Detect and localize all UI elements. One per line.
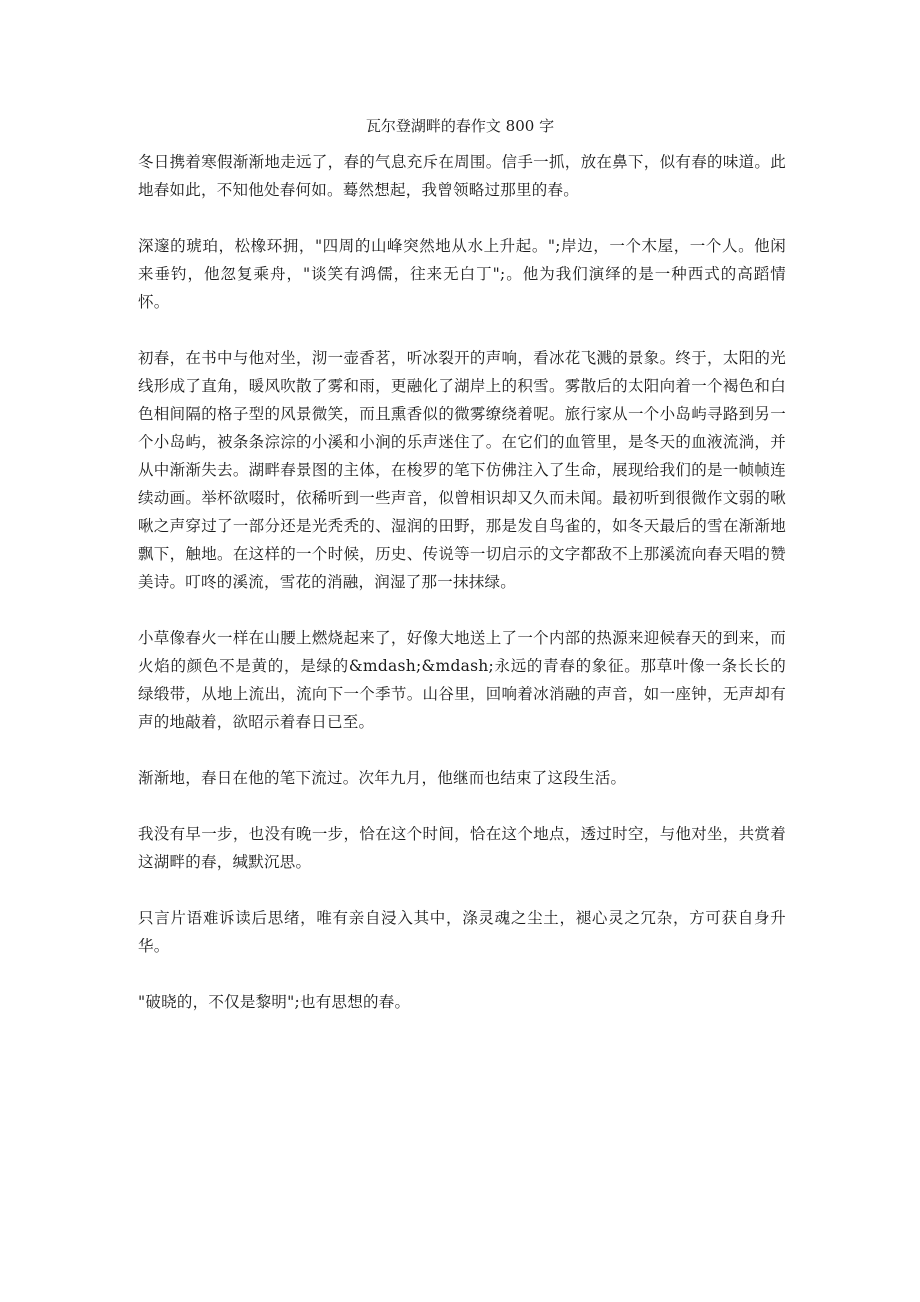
- paragraph-5: 渐渐地，春日在他的笔下流过。次年九月，他继而也结束了这段生活。: [138, 769, 627, 787]
- paragraph-1: 冬日携着寒假渐渐地走远了，春的气息充斥在周围。信手一抓，放在鼻下，似有春的味道。此地春如此，不知他处春何如。蓦然想起，我曾领略过那里的春。: [138, 153, 786, 199]
- document-body: [138, 148, 786, 1044]
- paragraph-3: 初春，在书中与他对坐，沏一壶香茗，听冰裂开的声响，看冰花飞溅的景象。终于，太阳的光线形成了直角，暖风吹散了雾和雨，更融化了湖岸上的积雪。雾散后的太阳向着一个褐色和白色相间隔的格子型的风景微笑，而且熏香似的微雾缭绕着呢。旅行家从一个小岛屿寻路到另一个小岛屿，被条条淙淙的小溪和小涧的乐声迷住了。在它们的血管里，是冬天的血液流淌，并从中渐渐失去。湖畔春景图的主体，在梭罗的笔下仿佛注入了生命，展现给我们的是一帧帧连续动画。举杯欲啜时，依稀听到一些声音，似曾相识却又久而未闻。最初听到很微作文弱的啾啾之声穿过了一部分还是光秃秃的、湿润的田野，那是发自鸟雀的，如冬天最后的雪在渐渐地飘下，触地。在这样的一个时候，历史、传说等一切启示的文字都敌不上那溪流向春天唱的赞美诗。叮咚的溪流，雪花的消融，润湿了那一抹抹绿。: [138, 349, 786, 591]
- paragraph-6: 我没有早一步，也没有晚一步，恰在这个时间，恰在这个地点，透过时空，与他对坐，共赏着这湖畔的春，缄默沉思。: [138, 825, 786, 871]
- document-title: 瓦尔登湖畔的春作文 800 字: [365, 117, 555, 135]
- paragraph-8: "破晓的，不仅是黎明";也有思想的春。: [138, 993, 411, 1011]
- paragraph-4: 小草像春火一样在山腰上燃烧起来了，好像大地送上了一个内部的热源来迎候春天的到来，而火焰的颜色不是黄的，是绿的&mdash;&mdash;永远的青春的象征。那草叶像一条长长的绿缎带，从地上流出，流向下一个季节。山谷里，回响着冰消融的声音，如一座钟，无声却有声的地敲着，欲昭示着春日已至。: [138, 629, 786, 731]
- paragraph-7: 只言片语难诉读后思绪，唯有亲自浸入其中，涤灵魂之尘土，褪心灵之冗杂，方可获自身升华。: [138, 909, 786, 955]
- paragraph-2: 深邃的琥珀，松橡环拥，"四周的山峰突然地从水上升起。";岸边，一个木屋，一个人。他闲来垂钓，他忽复乘舟，"谈笑有鸿儒，往来无白丁";。他为我们演绎的是一种西式的高蹈情怀。: [138, 237, 786, 311]
